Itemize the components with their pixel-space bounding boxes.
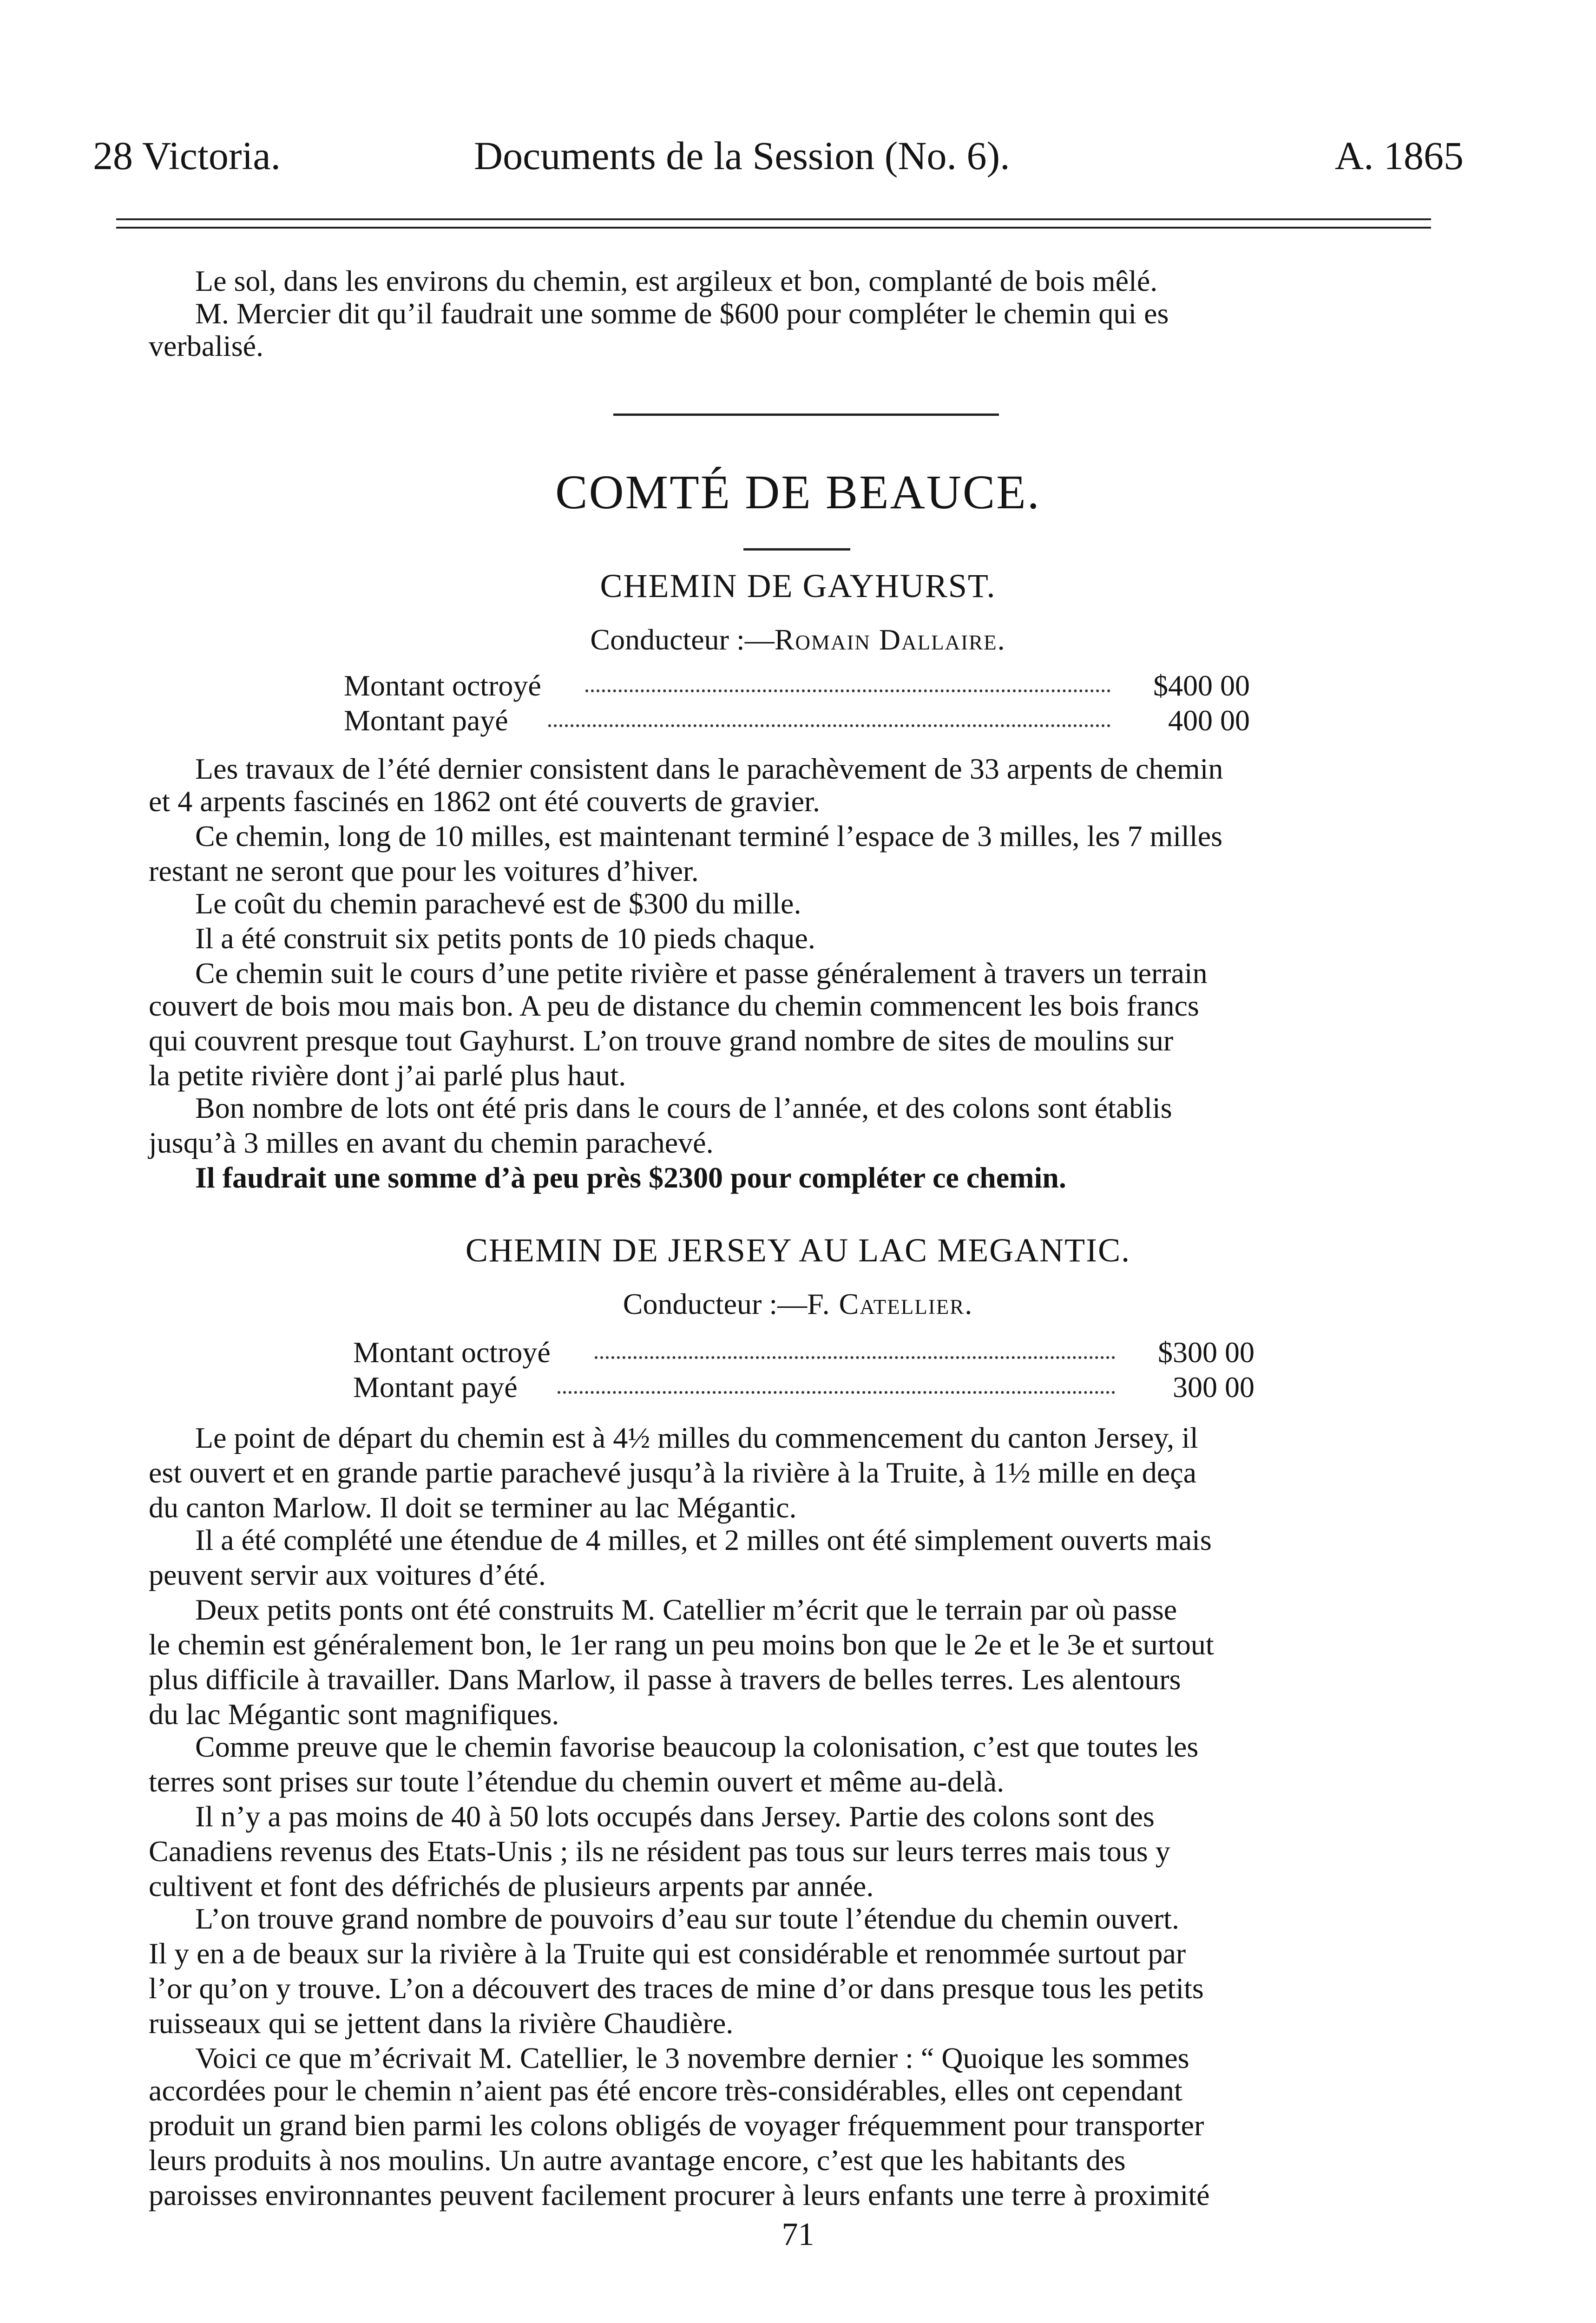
- section2-line: produit un grand bien parmi les colons obligés de voyager fréquemment pour transporter: [149, 2109, 1204, 2142]
- leader-dots: [585, 689, 1110, 692]
- section1-conductor: [0, 623, 1596, 657]
- section2-line: du lac Mégantic sont magnifiques.: [149, 1698, 559, 1731]
- section1-line: la petite rivière dont j’ai parlé plus haut.: [149, 1059, 626, 1092]
- page-number: 71: [782, 2217, 814, 2252]
- section2-line: l’or qu’on y trouve. L’on a découvert des traces de mine d’or dans presque tous les petits: [149, 1972, 1204, 2005]
- section2-line: plus difficile à travailler. Dans Marlow, il passe à travers de belles terres. Les alentours: [149, 1663, 1181, 1696]
- section-separator-rule: [613, 413, 999, 416]
- section1-line: couvert de bois mou mais bon. A peu de distance du chemin commencent les bois francs: [149, 989, 1199, 1022]
- section2-line: paroisses environnantes peuvent facilement procurer à leurs enfants une terre à proximité: [149, 2179, 1210, 2211]
- section2-paid-row: [353, 1371, 1254, 1404]
- leader-dots: [548, 724, 1110, 727]
- section2-line: est ouvert et en grande partie parachevé jusqu’à la rivière à la Truite, à 1½ mille en deça: [149, 1456, 1197, 1489]
- header-document-title: Documents de la Session (No. 6).: [474, 133, 1010, 178]
- section1-line: Ce chemin, long de 10 milles, est maintenant terminé l’espace de 3 milles, les 7 milles: [195, 820, 1222, 853]
- section1-conductor-prefix: Conducteur :—: [590, 623, 775, 656]
- section2-conductor: [0, 1287, 1596, 1321]
- section2-line: cultivent et font des défrichés de plusieurs arpents par année.: [149, 1870, 874, 1903]
- header-year: A. 1865: [1334, 133, 1464, 178]
- section1-granted-label: Montant octroyé: [344, 669, 541, 702]
- section1-line: et 4 arpents fascinés en 1862 ont été couverts de gravier.: [149, 785, 820, 818]
- intro-line-3: verbalisé.: [149, 329, 263, 362]
- section2-conductor-name: F. Catellier.: [807, 1287, 973, 1320]
- section1-line: qui couvrent presque tout Gayhurst. L’on trouve grand nombre de sites de moulins sur: [149, 1024, 1174, 1057]
- section1-paid-label: Montant payé: [344, 704, 508, 737]
- section1-line: Ce chemin suit le cours d’une petite rivière et passe généralement à travers un terrain: [195, 957, 1208, 990]
- intro-line-2: M. Mercier dit qu’il faudrait une somme de $600 pour compléter le chemin qui es: [195, 297, 1169, 330]
- section1-granted-value: $400 00: [1153, 669, 1250, 702]
- running-header: [93, 132, 1464, 184]
- section1-paid-value: 400 00: [1168, 704, 1250, 737]
- section2-line: Le point de départ du chemin est à 4½ milles du commencement du canton Jersey, il: [195, 1421, 1198, 1454]
- section2-line: Il a été complété une étendue de 4 milles, et 2 milles ont été simplement ouverts mais: [195, 1523, 1212, 1556]
- header-double-rule: [116, 218, 1431, 229]
- section2-line: terres sont prises sur toute l’étendue du chemin ouvert et même au-delà.: [149, 1765, 1005, 1798]
- county-title: COMTÉ DE BEAUCE.: [555, 466, 1041, 519]
- section1-line: Il faudrait une somme d’à peu près $2300 pour compléter ce chemin.: [195, 1161, 1066, 1194]
- header-session-year: 28 Victoria.: [93, 133, 281, 178]
- section2-line: Deux petits ponts ont été construits M. Catellier m’écrit que le terrain par où passe: [195, 1593, 1177, 1626]
- leader-dots: [595, 1356, 1115, 1359]
- section2-line: peuvent servir aux voitures d’été.: [149, 1558, 546, 1591]
- section2-line: du canton Marlow. Il doit se terminer au lac Mégantic.: [149, 1491, 797, 1524]
- section2-granted-row: [353, 1336, 1254, 1369]
- section2-line: L’on trouve grand nombre de pouvoirs d’eau sur toute l’étendue du chemin ouvert.: [195, 1902, 1179, 1935]
- section1-line: restant ne seront que pour les voitures d’hiver.: [149, 854, 699, 887]
- section2-line: Canadiens revenus des Etats-Unis ; ils ne résident pas tous sur leurs terres mais tous y: [149, 1835, 1170, 1868]
- section1-paid-row: [344, 704, 1250, 737]
- section2-granted-value: $300 00: [1158, 1336, 1254, 1369]
- section1-line: Bon nombre de lots ont été pris dans le cours de l’année, et des colons sont établis: [195, 1091, 1172, 1124]
- section1-line: Il a été construit six petits ponts de 10 pieds chaque.: [195, 922, 815, 955]
- section2-paid-value: 300 00: [1173, 1371, 1254, 1404]
- section2-line: leurs produits à nos moulins. Un autre avantage encore, c’est que les habitants des: [149, 2144, 1126, 2177]
- section1-granted-row: [344, 669, 1250, 702]
- section2-paid-label: Montant payé: [353, 1371, 518, 1404]
- section1-conductor-name: Romain Dallaire.: [774, 623, 1006, 656]
- title-short-rule: [743, 548, 850, 551]
- section2-line: Il n’y a pas moins de 40 à 50 lots occupés dans Jersey. Partie des colons sont des: [195, 1800, 1155, 1833]
- section1-line: Le coût du chemin parachevé est de $300 du mille.: [195, 887, 801, 920]
- section1-line: jusqu’à 3 milles en avant du chemin parachevé.: [149, 1126, 714, 1159]
- section2-granted-label: Montant octroyé: [353, 1336, 551, 1369]
- section1-title: CHEMIN DE GAYHURST.: [600, 567, 996, 604]
- section2-line: ruisseaux qui se jettent dans la rivière Chaudière.: [149, 2007, 734, 2040]
- section2-line: Il y en a de beaux sur la rivière à la Truite qui est considérable et renommée surtout par: [149, 1937, 1186, 1970]
- section2-line: Voici ce que m’écrivait M. Catellier, le 3 novembre dernier : “ Quoique les sommes: [195, 2041, 1189, 2074]
- section2-line: le chemin est généralement bon, le 1er rang un peu moins bon que le 2e et le 3e et surtout: [149, 1628, 1214, 1661]
- section2-line: accordées pour le chemin n’aient pas été encore très-considérables, elles ont cependant: [149, 2074, 1182, 2107]
- section1-line: Les travaux de l’été dernier consistent dans le parachèvement de 33 arpents de chemin: [195, 752, 1223, 785]
- intro-line-1: Le sol, dans les environs du chemin, est argileux et bon, complanté de bois mêlé.: [195, 264, 1158, 297]
- section2-line: Comme preuve que le chemin favorise beaucoup la colonisation, c’est que toutes les: [195, 1730, 1199, 1763]
- section2-conductor-prefix: Conducteur :—: [623, 1287, 808, 1320]
- section2-title: CHEMIN DE JERSEY AU LAC MEGANTIC.: [465, 1232, 1131, 1269]
- leader-dots: [558, 1391, 1115, 1394]
